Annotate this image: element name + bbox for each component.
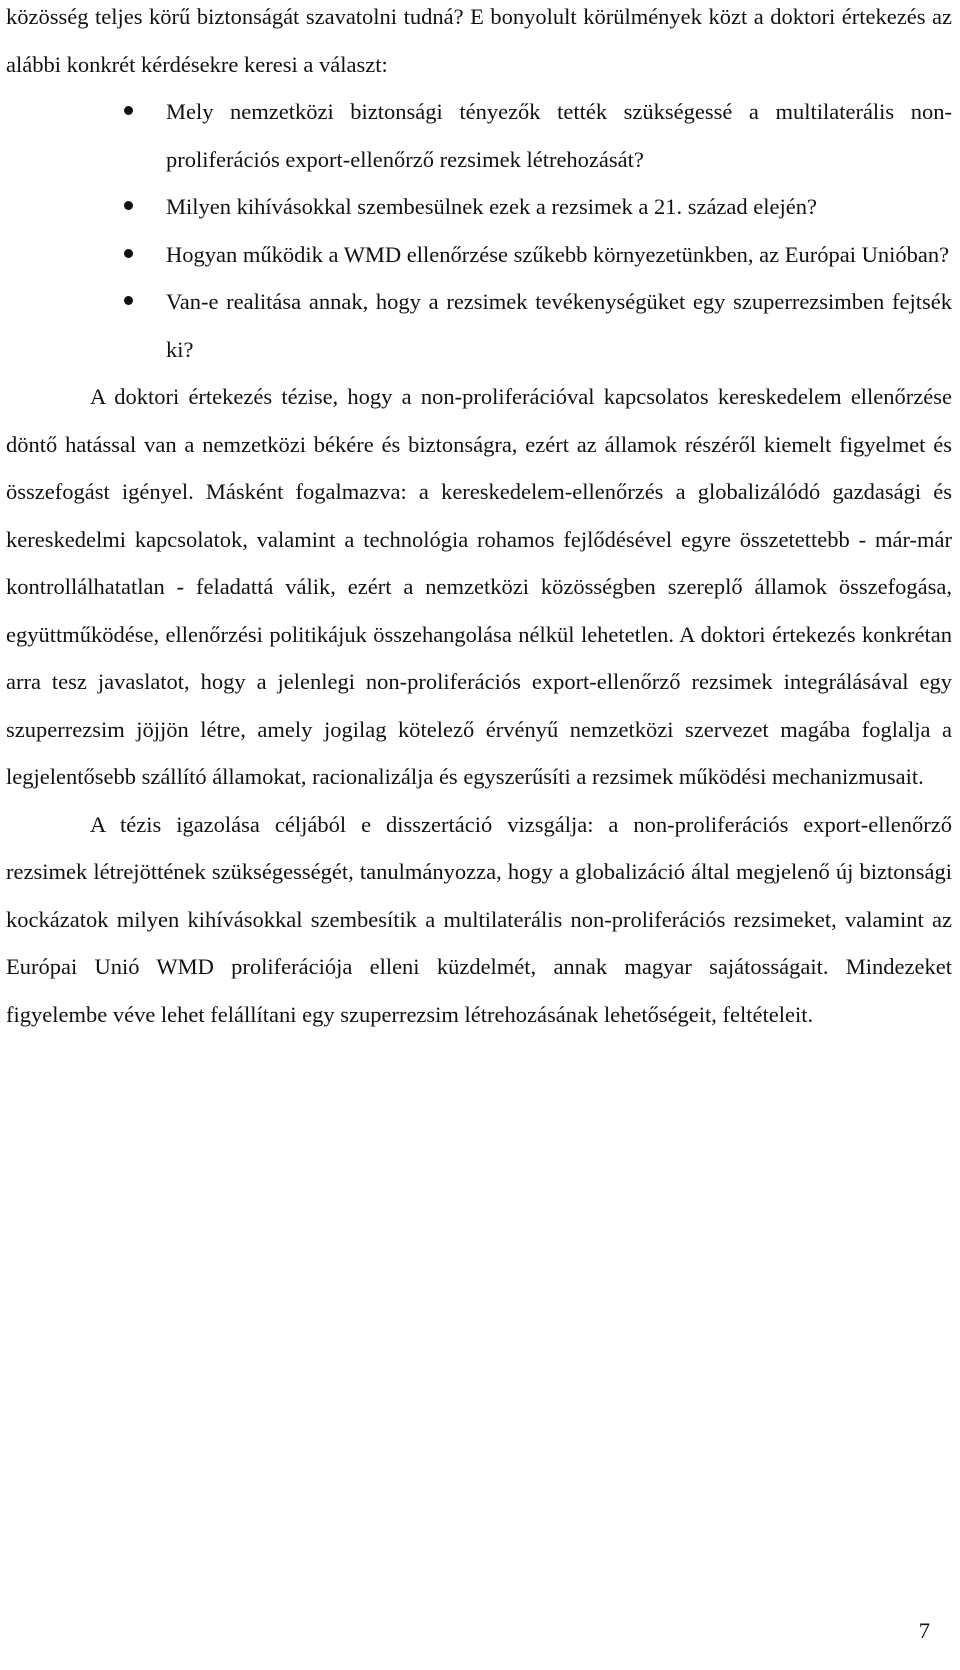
- bullet-icon: [124, 296, 133, 305]
- bullet-icon: [124, 201, 133, 210]
- research-question-text: Mely nemzetközi biztonsági tényezők tették szükségessé a multilaterális non-proliferációs export-ellenőrző rezsimek létrehozását?: [166, 99, 952, 172]
- page-number: 7: [918, 1618, 930, 1643]
- bullet-icon: [124, 106, 133, 115]
- research-question-text: Hogyan működik a WMD ellenőrzése szűkebb környezetünkben, az Európai Unióban?: [166, 241, 950, 267]
- research-question-item: [6, 183, 952, 231]
- research-question-text: Milyen kihívásokkal szembesülnek ezek a rezsimek a 21. század elején?: [166, 194, 817, 219]
- research-question-item: [6, 278, 952, 373]
- bullet-icon: [124, 249, 133, 258]
- research-question-item: [6, 231, 952, 279]
- document-body: [6, 0, 952, 1038]
- thesis-paragraph: A doktori értekezés tézise, hogy a non-proliferációval kapcsolatos kereskedelem ellenőrzése döntő hatással van a nemzetközi békére és biztonságra, ezért az államok részéről kiemelt figyelmet és összefogást igényel. Másként fogalmazva: a kereskedelem-ellenőrzés a globalizálódó gazdasági és kereskedelmi kapcsolatok, valamint a technológia rohamos fejlődésével egyre összetettebb - már-már kontrollálhatatlan - feladattá válik, ezért a nemzetközi közösségben szereplő államok összefogása, együttműködése, ellenőrzési politikájuk összehangolása nélkül lehetetlen. A doktori értekezés konkrétan arra tesz javaslatot, hogy a jelenlegi non-proliferációs export-ellenőrző rezsimek integrálásával egy szuperrezsim jöjjön létre, amely jogilag kötelező érvényű nemzetközi szervezet magába foglalja a legjelentősebb szállító államokat, racionalizálja és egyszerűsíti a rezsimek működési mechanizmusait.: [6, 384, 952, 789]
- method-paragraph: A tézis igazolása céljából e disszertáció vizsgálja: a non-proliferációs export-ellenőrző rezsimek létrejöttének szükségességét, tanulmányozza, hogy a globalizáció által megjelenő új biztonsági kockázatok milyen kihívásokkal szembesítik a multilaterális non-proliferációs rezsimeket, valamint az Európai Unió WMD proliferációja elleni küzdelmét, annak magyar sajátosságait. Mindezeket figyelembe véve lehet felállítani egy szuperrezsim létrehozásának lehetőségeit, feltételeit.: [6, 811, 952, 1027]
- research-question-item: [6, 88, 952, 183]
- research-question-text: Van-e realitása annak, hogy a rezsimek tevékenységüket egy szuperrezsimben fejtsék ki?: [166, 289, 952, 362]
- intro-paragraph: közösség teljes körű biztonságát szavatolni tudná? E bonyolult körülmények közt a doktori értekezés az alábbi konkrét kérdésekre keresi a választ:: [6, 4, 952, 77]
- research-question-list: [6, 88, 952, 373]
